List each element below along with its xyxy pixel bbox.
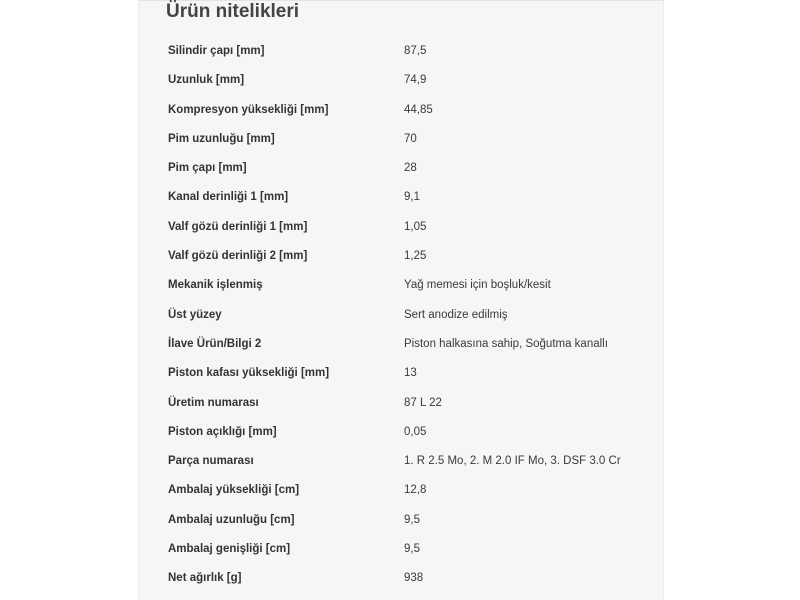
spec-label: İlave Ürün/Bilgi 2 — [168, 337, 262, 350]
spec-label: Ambalaj genişliği [cm] — [168, 543, 291, 556]
spec-row — [168, 155, 648, 184]
spec-row — [168, 477, 648, 506]
spec-label: Kanal derinliği 1 [mm] — [168, 191, 289, 204]
spec-row — [168, 507, 648, 536]
spec-label: Valf gözü derinliği 1 [mm] — [168, 220, 308, 233]
spec-row — [168, 302, 648, 331]
spec-row — [168, 243, 648, 272]
spec-label: Mekanik işlenmiş — [168, 279, 263, 292]
spec-label: Parça numarası — [168, 455, 254, 468]
spec-label: Kompresyon yüksekliği [mm] — [168, 103, 329, 116]
spec-value: Piston halkasına sahip, Soğutma kanallı — [404, 337, 608, 350]
spec-value: 0,05 — [404, 425, 427, 438]
spec-row — [168, 331, 648, 360]
spec-row — [168, 419, 648, 448]
spec-value: 44,85 — [404, 103, 433, 116]
spec-value: 87,5 — [404, 45, 427, 57]
spec-value: 9,5 — [404, 513, 420, 526]
spec-row — [168, 360, 648, 389]
spec-label: Üst yüzey — [168, 308, 222, 321]
spec-row — [168, 390, 648, 419]
spec-value: 1,05 — [404, 220, 427, 233]
section-title: Ürün nitelikleri — [166, 1, 300, 22]
spec-value: 12,8 — [404, 484, 427, 497]
spec-row — [168, 38, 648, 67]
spec-label: Pim çapı [mm] — [168, 162, 247, 175]
spec-value: 1. R 2.5 Mo, 2. M 2.0 IF Mo, 3. DSF 3.0 Cr — [404, 455, 621, 468]
spec-row — [168, 448, 648, 477]
spec-value: 87 L 22 — [404, 396, 442, 409]
spec-label: Net ağırlık [g] — [168, 572, 242, 585]
spec-row — [168, 184, 648, 213]
spec-value: 74,9 — [404, 74, 427, 87]
spec-label: Piston kafası yüksekliği [mm] — [168, 367, 330, 380]
spec-value: 9,1 — [404, 191, 420, 204]
spec-value: 1,25 — [404, 250, 427, 263]
spec-value: Sert anodize edilmiş — [404, 308, 508, 321]
spec-value: Yağ memesi için boşluk/kesit — [404, 279, 551, 292]
spec-label: Ambalaj yüksekliği [cm] — [168, 484, 300, 497]
spec-label: Valf gözü derinliği 2 [mm] — [168, 250, 308, 263]
spec-value: 70 — [404, 132, 417, 145]
spec-label: Pim uzunluğu [mm] — [168, 132, 275, 145]
spec-label: Ambalaj uzunluğu [cm] — [168, 513, 295, 526]
spec-row — [168, 536, 648, 565]
spec-value: 13 — [404, 367, 417, 380]
spec-row — [168, 272, 648, 301]
spec-label: Piston açıklığı [mm] — [168, 425, 277, 438]
spec-label: Silindir çapı [mm] — [168, 45, 265, 57]
spec-list — [168, 38, 648, 595]
spec-value: 9,5 — [404, 543, 420, 556]
spec-value: 28 — [404, 162, 417, 175]
spec-label: Üretim numarası — [168, 396, 259, 409]
spec-row — [168, 214, 648, 243]
spec-row — [168, 565, 648, 594]
spec-label: Uzunluk [mm] — [168, 74, 245, 87]
spec-row — [168, 67, 648, 96]
spec-row — [168, 126, 648, 155]
spec-row — [168, 97, 648, 126]
spec-value: 938 — [404, 572, 424, 585]
